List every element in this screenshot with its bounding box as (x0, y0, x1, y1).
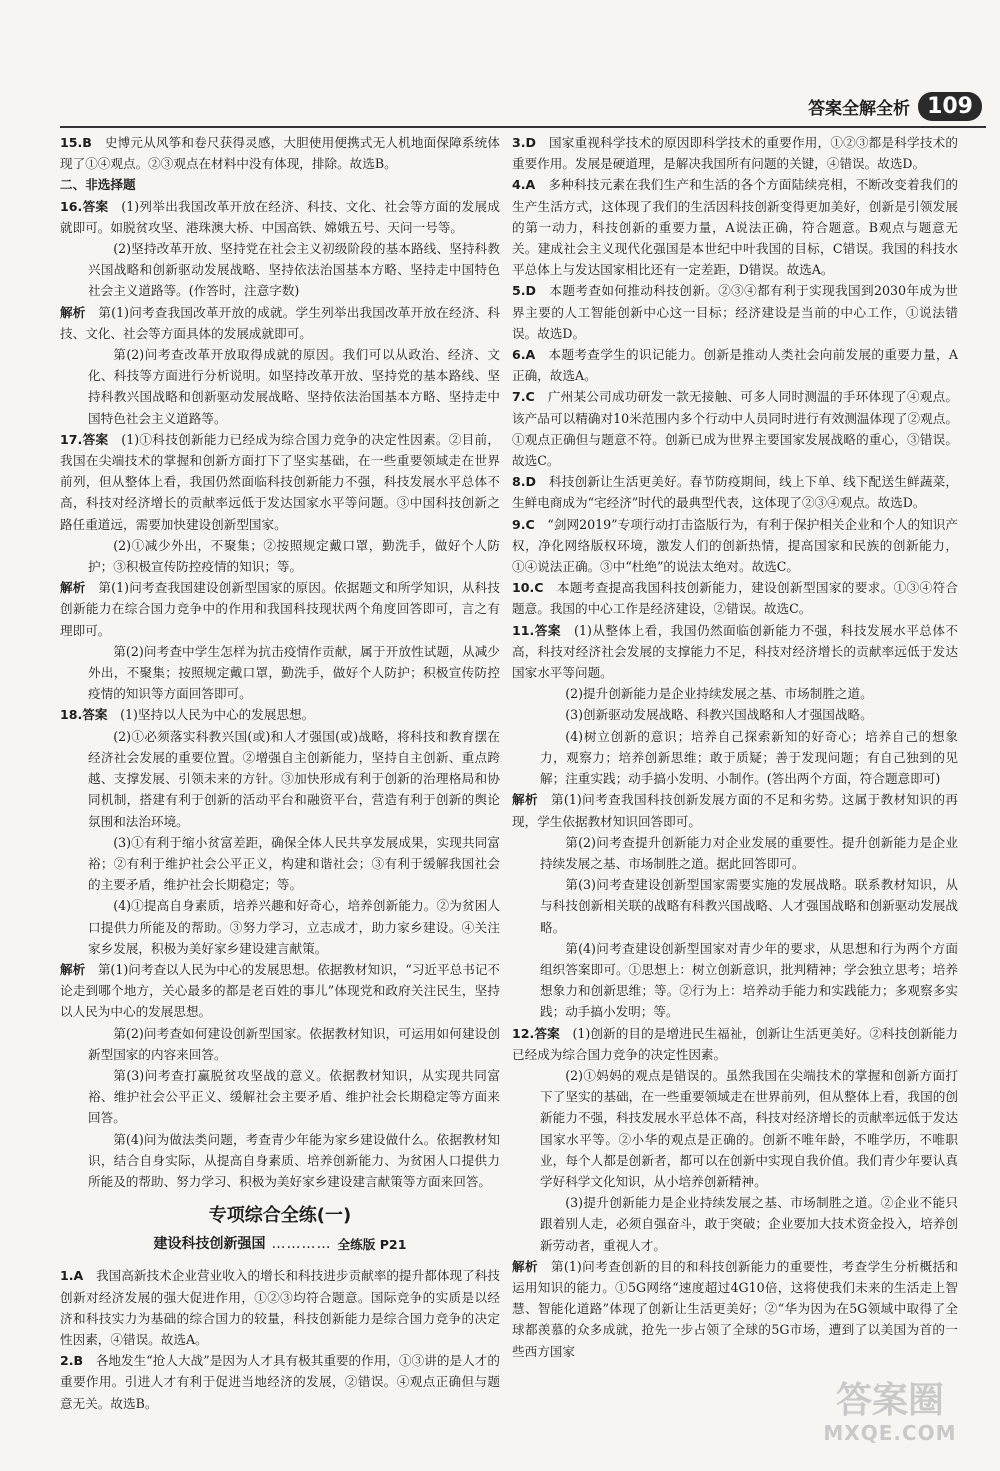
leader-dots: ………… (271, 1236, 332, 1253)
answer-16 (60, 196, 500, 429)
answer-text: 本题考查学生的识记能力。创新是推动人类社会向前发展的重要力量，A正确，故选A。 (512, 347, 958, 384)
analysis-label: 解析 (60, 961, 86, 977)
answer-6 (512, 344, 958, 386)
right-column (512, 132, 958, 1362)
analysis-text: 第(4)问考查建设创新型国家对青少年的要求，从思想和行为两个方面组织答案即可。①思想上：树立创新意识，批判精神；学会独立思考；培养想象力和创新思维；等。②行为上：培养动手能力和实践能力；多观察多实践；动手搞小发明；等。 (540, 940, 958, 1020)
answer-part: (3)①有利于缩小贫富差距，确保全体人民共享发展成果，实现共同富裕；②有利于维护社会公平正义，构建和谐社会；③有利于缓解我国社会的主要矛盾，维护社会长期稳定；等。 (88, 834, 500, 893)
question-number: 10.C (512, 580, 544, 596)
watermark-logo (810, 1381, 970, 1457)
question-number: 7.C (512, 389, 535, 405)
analysis-label: 解析 (512, 792, 538, 808)
watermark-url: MXQE.COM (823, 1421, 957, 1445)
answer-part: (3)提升创新能力是企业持续发展之基、市场制胜之道。②企业不能只跟着别人走，必须自强奋斗，敢于突破；企业要加大技术资金投入，培养创新劳动者，重视人才。 (540, 1195, 958, 1253)
question-number: 3.D (512, 135, 537, 150)
answer-text: 史博元从风筝和卷尺获得灵感，大胆使用便携式无人机地面保障系统体现了①④观点。②③观点在材料中没有体现，排除。故选B。 (60, 135, 501, 172)
header-rule (60, 126, 986, 128)
answer-7 (512, 386, 958, 471)
answer-part: (1)坚持以人民为中心的发展思想。 (120, 707, 315, 723)
subtitle-text: 建设科技创新强国 (153, 1236, 266, 1253)
analysis-text: 第(4)问为做法类问题，考查青少年能为家乡建设做什么。依据教材知识，结合自身实际，从提高自身素质、培养创新能力、为贫困人口提供力所能及的帮助、努力学习、积极为美好家乡建设建言献策等方面来回答。 (88, 1131, 500, 1189)
answer-text: 本题考查提高我国科技创新能力，建设创新型国家的要求。①③④符合题意。我国的中心工作是经济建设，②错误。故选C。 (512, 580, 959, 617)
analysis-label: 解析 (512, 1258, 538, 1274)
question-number: 11.答案 (512, 622, 561, 638)
answer-17 (60, 429, 500, 705)
answer-part: (2)提升创新能力是企业持续发展之基、市场制胜之道。 (565, 686, 873, 702)
header-title: 答案全解全析 (808, 98, 911, 119)
answer-15 (60, 132, 500, 174)
watermark-text: 答案圈 (835, 1380, 944, 1421)
answer-5 (512, 280, 958, 344)
analysis-text: 第(3)问考查建设创新型国家需要实施的发展战略。联系教材知识，从与科技创新相关联的战略有科教兴国战略、人才强国战略和创新驱动发展战略。 (540, 877, 958, 935)
answer-part: (1)①科技创新能力已经成为综合国力竞争的决定性因素。②目前，我国在尖端技术的掌握和创新方面打下了坚实基础，在一些重要领域走在世界前列，但从整体上看，我国仍然面临科技创新能力不强，科技发展水平总体不高，科技对经济增长的贡献率远低于发达国家水平等问题。③中国科技创新之路任重道远，需要加快建设创新型国家。 (60, 431, 501, 532)
left-column (60, 132, 500, 1414)
analysis-label: 解析 (60, 304, 86, 320)
answer-part: (1)创新的目的是增进民生福祉，创新让生活更美好。②科技创新能力已经成为综合国力竞争的决定性因素。 (512, 1025, 959, 1062)
analysis-text: 第(2)问考查如何建设创新型国家。依据教材知识，可运用如何建设创新型国家的内容来回答。 (88, 1025, 500, 1062)
question-number: 1.A (60, 1268, 84, 1284)
answer-8 (512, 471, 958, 513)
question-number: 6.A (512, 347, 536, 363)
question-number: 16.答案 (60, 198, 109, 214)
question-number: 2.B (60, 1353, 84, 1369)
answer-12 (512, 1023, 958, 1362)
answer-9 (512, 514, 958, 578)
answer-text: 我国高新技术企业营业收入的增长和科技进步贡献率的提升都体现了科技创新对经济发展的强大促进作用，①②③均符合题意。国际竞争的实质是以经济和科技实力为基础的综合国力的较量，科技创新能力是综合国力竞争的决定性因素，④错误。故选A。 (60, 1268, 501, 1347)
analysis-text: 第(1)问考查我国改革开放的成就。学生列举出我国改革开放在经济、科技、文化、社会等方面具体的发展成就即可。 (60, 304, 501, 341)
special-section-title: 专项综合全练(一) (208, 1205, 352, 1227)
question-number: 12.答案 (512, 1025, 560, 1041)
answer-text: 广州某公司成功研发一款无接触、可多人同时测温的手环体现了④观点。该产品可以精确对10米范围内多个行动中人员同时进行有效测温体现了②观点。①观点正确但与题意不符。创新已成为世界主要国家发展战略的重心，③错误。故选C。 (512, 389, 959, 469)
question-number: 5.D (512, 283, 537, 299)
answer-text: 科技创新让生活更美好。春节防疫期间，线上下单、线下配送生鲜蔬菜，生鲜电商成为“宅经济”时代的最典型代表，这体现了②③④观点。故选D。 (512, 474, 959, 511)
question-number: 9.C (512, 516, 535, 532)
answer-part: (2)①必须落实科教兴国(或)和人才强国(或)战略，将科技和教育摆在经济社会发展的重要位置。②增强自主创新能力，坚持自主创新、重点跨越、支撑发展、引领未来的方针。③加快形成有利于创新的治理格局和协同机制，搭建有利于创新的活动平台和融资平台，营造有利于创新的舆论氛围和法治环境。 (88, 728, 500, 829)
analysis-label: 解析 (60, 580, 86, 596)
answer-text: 多种科技元素在我们生产和生活的各个方面陆续亮相，不断改变着我们的生产生活方式，这体现了我们的生活因科技创新变得更加美好，创新是引领发展的第一动力，科技创新的重要力量，A说法正确，符合题意。B观点与题意无关。建成社会主义现代化强国是本世纪中叶我国的目标，C错误。我国的科技水平总体上与发达国家相比还有一定差距，D错误。故选A。 (512, 177, 959, 278)
question-number: 18.答案 (60, 707, 108, 723)
answer-part: (4)树立创新的意识；培养自己探索新知的好奇心；培养自己的想象力，观察力；培养创新思维；敢于质疑；善于发现问题；有自己独到的见解；注重实践；动手搞小发明、小制作。(答出两个方面，符合题意即可) (540, 728, 958, 787)
analysis-text: 第(3)问考查打赢脱贫攻坚战的意义。依据教材知识，从实现共同富裕、维护社会公平正义、缓解社会主要矛盾、维护社会长期稳定等方面来回答。 (88, 1067, 500, 1126)
answer-10 (512, 577, 958, 619)
answer-part: (4)①提高自身素质，培养兴趣和好奇心，培养创新能力。②为贫困人口提供力所能及的帮助。③努力学习，立志成才，助力家乡建设。④关注家乡发展，积极为美好家乡建设建言献策。 (88, 898, 500, 956)
page-number: 109 (918, 92, 982, 121)
answer-text: 各地发生“抢人大战”是因为人才具有极其重要的作用，①③讲的是人才的重要作用。引进人才有利于促进当地经济的发展，②错误。④观点正确但与题意无关。故选B。 (60, 1353, 500, 1411)
answer-1 (60, 1265, 500, 1350)
question-number: 4.A (512, 177, 536, 193)
answer-text: 国家重视科学技术的原因即科学技术的重要作用，①②③都是科学技术的重要作用。发展是硬道理，是解决我国所有问题的关键，④错误。故选D。 (512, 135, 959, 172)
analysis-text: 第(2)问考查中学生怎样为抗击疫情作贡献，属于开放性试题，从减少外出，不聚集；按照规定戴口罩，勤洗手，做好个人防护；积极宣传防控疫情的知识等方面回答即可。 (88, 643, 500, 702)
analysis-text: 第(1)问考查以人民为中心的发展思想。依据教材知识，“习近平总书记不论走到哪个地方，关心最多的都是老百姓的事儿”体现党和政府关注民生，坚持以人民为中心的发展思想。 (60, 961, 501, 1020)
answer-2 (60, 1350, 500, 1414)
page-header (808, 88, 982, 124)
answer-text: 本题考查如何推动科技创新。②③④都有利于实现我国到2030年成为世界主要的人工智能创新中心这一目标；经济建设是当前的中心工作，①说法错误。故选D。 (512, 283, 958, 341)
question-number: 17.答案 (60, 431, 109, 447)
answer-11 (512, 620, 958, 1023)
analysis-text: 第(1)问考查创新的目的和科技创新能力的重要性，考查学生分析概括和运用知识的能力。①5G网络“速度超过4G10倍，这将使我们未来的生活走上智慧、智能化道路”体现了创新让生活更美好；②“华为因为在5G领域中取得了全球都羡慕的众多成就，抢先一步占领了全球的5G市场，遭到了以美国为首的一些西方国家 (512, 1258, 959, 1359)
answer-part: (3)创新驱动发展战略、科教兴国战略和人才强国战略。 (565, 707, 873, 723)
analysis-text: 第(1)问考查我国建设创新型国家的原因。依据题文和所学知识，从科技创新能力在综合国力竞争中的作用和我国科技现状两个角度回答即可，言之有理即可。 (60, 580, 501, 638)
answer-part: (1)列举出我国改革开放在经济、科技、文化、社会等方面的发展成就即可。如脱贫攻坚、港珠澳大桥、中国高铁、嫦娥五号、天问一号等。 (60, 198, 501, 235)
question-number: 15.B (60, 135, 92, 150)
version-ref: 全练版 P21 (337, 1237, 407, 1253)
section-heading: 二、非选择题 (60, 177, 136, 193)
analysis-text: 第(2)问考查改革开放取得成就的原因。我们可以从政治、经济、文化、科技等方面进行分析说明。如坚持改革开放、坚持党的基本路线、坚持科教兴国战略和创新驱动发展战略、坚持依法治国基本方略、坚持走中国特色社会主义道路等。 (88, 347, 500, 426)
answer-18 (60, 704, 500, 1192)
answer-part: (2)①妈妈的观点是错误的。虽然我国在尖端技术的掌握和创新方面打下了坚实的基础，在一些重要领域走在世界前列，但从整体上看，我国的创新能力不强，科技发展水平总体不高，科技对经济增长的贡献率远低于发达国家水平等。②小华的观点是正确的。创新不唯年龄，不唯学历，不唯职业，每个人都是创新者，都可以在创新中实现自我价值。我们青少年要认真学好科学文化知识，从小培养创新精神。 (540, 1067, 958, 1189)
answer-4 (512, 174, 958, 280)
answer-part: (2)①减少外出，不聚集；②按照规定戴口罩，勤洗手，做好个人防护；③积极宣传防控疫情的知识；等。 (88, 537, 500, 575)
analysis-text: 第(2)问考查提升创新能力对企业发展的重要性。提升创新能力是企业持续发展之基、市场制胜之道。据此回答即可。 (540, 834, 958, 871)
answer-part: (1)从整体上看，我国仍然面临创新能力不强，科技发展水平总体不高，科技对经济社会发展的支撑能力不足，科技对经济增长的贡献率远低于发达国家水平等问题。 (512, 622, 959, 681)
answer-text: “剑网2019”专项行动打击盗版行为，有利于保护相关企业和个人的知识产权，净化网络版权环境，激发人们的创新热情，提高国家和民族的创新能力，①④说法正确。③中“杜绝”的说法太绝对。故选C。 (512, 516, 958, 575)
analysis-text: 第(1)问考查我国科技创新发展方面的不足和劣势。这属于教材知识的再现，学生依据教材知识回答即可。 (512, 792, 959, 829)
answer-3 (512, 132, 958, 174)
special-section-subtitle (60, 1234, 500, 1255)
question-number: 8.D (512, 474, 537, 490)
answer-part: (2)坚持改革开放、坚持党在社会主义初级阶段的基本路线、坚持科教兴国战略和创新驱动发展战略、坚持依法治国基本方略、坚持走中国特色社会主义道路等。(作答时，注意字数) (88, 241, 500, 299)
